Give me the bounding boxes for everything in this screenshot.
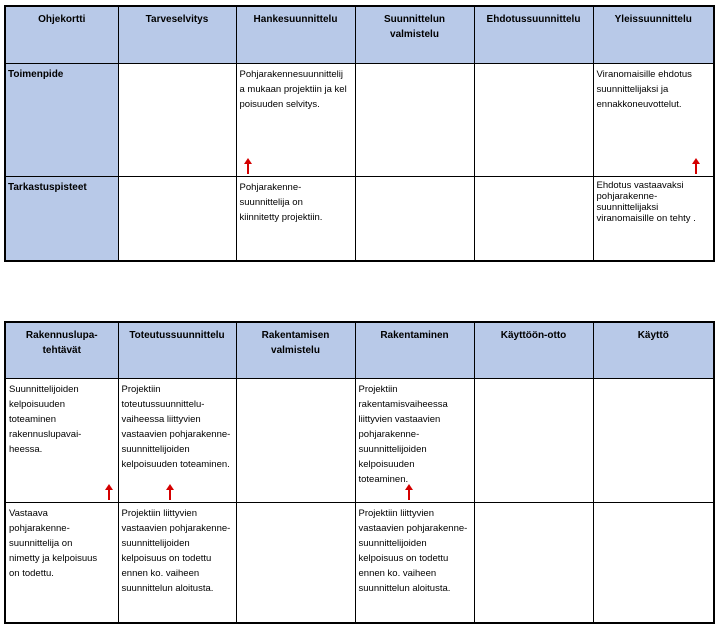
header-kayttoonotto: Käyttöön-otto <box>474 322 593 378</box>
cell-text: Pohjarakenne-suunnittelija on kiinnitetty projektiin. <box>239 181 323 223</box>
header-tarveselvitys: Tarveselvitys <box>118 6 236 63</box>
cell <box>236 63 355 176</box>
cell <box>5 502 118 623</box>
header-ehdotussuunnittelu: Ehdotussuunnittelu <box>474 6 593 63</box>
table-phases-2 <box>4 321 715 624</box>
up-arrow-icon <box>691 158 701 174</box>
table2-header-row <box>5 322 714 378</box>
table-row <box>5 502 714 623</box>
up-arrow-icon <box>404 484 414 500</box>
cell <box>593 63 714 176</box>
header-label: Rakennuslupa-tehtävät <box>25 330 98 356</box>
cell <box>593 378 714 502</box>
cell <box>118 378 236 502</box>
cell <box>118 176 236 261</box>
cell <box>118 502 236 623</box>
up-arrow-icon <box>104 484 114 500</box>
cell-text: Projektiin toteutussuunnittelu-vaiheessa liittyvien vastaavien pohjarakenne-suunnittelijoiden kelpoisuuden toteaminen. <box>121 383 231 470</box>
cell <box>236 502 355 623</box>
header-rakennuslupatehtavat <box>5 322 118 378</box>
cell <box>5 378 118 502</box>
cell-text: Suunnittelijoiden kelpoisuuden toteaminen rakennuslupavai-heessa. <box>9 383 82 455</box>
header-rakentamisen-valmistelu: Rakentamisen valmistelu <box>236 322 355 378</box>
header-suunnittelun-valmistelu: Suunnittelun valmistelu <box>355 6 474 63</box>
header-rakentaminen: Rakentaminen <box>355 322 474 378</box>
cell <box>474 502 593 623</box>
cell-text: Vastaava pohjarakenne-suunnittelija on nimetty ja kelpoisuus on todettu. <box>9 507 98 579</box>
table1-header-row <box>5 6 714 63</box>
cell <box>474 176 593 261</box>
header-ohjekortti: Ohjekortti <box>5 6 118 63</box>
cell <box>355 176 474 261</box>
cell <box>118 63 236 176</box>
cell <box>355 378 474 502</box>
table-phases-1 <box>4 5 715 262</box>
cell-text: Pohjarakennesuunnittelija mukaan projektiin ja kelpoisuuden selvitys. <box>239 68 347 110</box>
header-yleissuunnittelu: Yleissuunnittelu <box>593 6 714 63</box>
cell-text: Viranomaisille ehdotus suunnittelijaksi ja ennakkoneuvottelut. <box>596 68 692 110</box>
cell <box>236 176 355 261</box>
cell-text: Projektiin liittyvien vastaavien pohjarakenne-suunnittelijoiden kelpoisuus on todettu ennen ko. vaiheen suunnittelun aloitusta. <box>358 507 468 594</box>
row-label-toimenpide: Toimenpide <box>5 63 118 176</box>
cell <box>355 502 474 623</box>
cell <box>355 63 474 176</box>
cell <box>474 378 593 502</box>
cell <box>593 176 714 261</box>
header-hankesuunnittelu: Hankesuunnittelu <box>236 6 355 63</box>
cell <box>593 502 714 623</box>
header-toteutussuunnittelu: Toteutussuunnittelu <box>118 322 236 378</box>
cell-text: Projektiin rakentamisvaiheessa liittyvien vastaavien pohjarakenne-suunnittelijoiden kelpoisuuden toteaminen. <box>358 383 448 485</box>
cell-text: Projektiin liittyvien vastaavien pohjarakenne-suunnittelijoiden kelpoisuus on todettu ennen ko. vaiheen suunnittelun aloitusta. <box>121 507 231 594</box>
cell <box>474 63 593 176</box>
table-row <box>5 176 714 261</box>
table-row <box>5 63 714 176</box>
up-arrow-icon <box>165 484 175 500</box>
row-label-tarkastuspisteet: Tarkastuspisteet <box>5 176 118 261</box>
header-kaytto: Käyttö <box>593 322 714 378</box>
cell <box>236 378 355 502</box>
table-row <box>5 378 714 502</box>
cell-text: Ehdotus vastaavaksi pohjarakenne-suunnittelijaksi viranomaisille on tehty . <box>596 179 696 224</box>
up-arrow-icon <box>243 158 253 174</box>
